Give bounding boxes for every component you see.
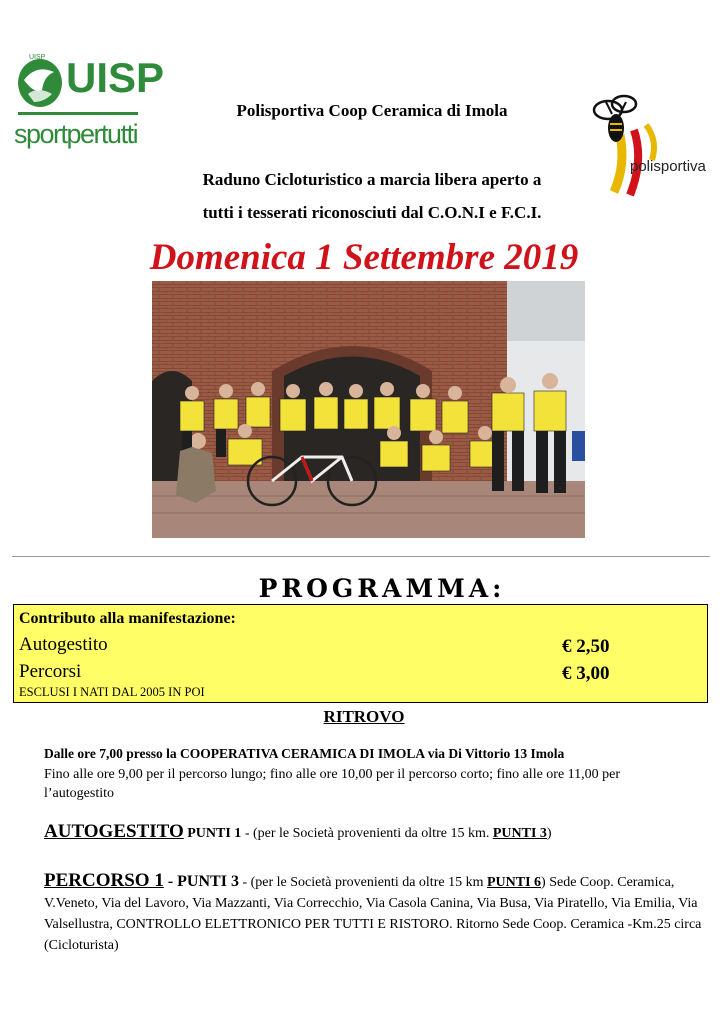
- ritrovo-title: RITROVO: [323, 707, 405, 726]
- org-name: Polisportiva Coop Ceramica di Imola: [236, 101, 508, 120]
- uisp-tagline: sportpertutti: [14, 119, 138, 149]
- polisportiva-wordmark: polisportiva: [630, 158, 706, 175]
- intro-line-2: tutti i tesserati riconosciuti dal C.O.N.I e F.C.I.: [202, 203, 542, 222]
- event-date: Domenica 1 Settembre 2019: [149, 237, 579, 278]
- autogestito-note-points: PUNTI 3: [492, 826, 547, 841]
- percorso1-section: [44, 870, 710, 956]
- autogestito-price: € 2,50: [562, 636, 610, 657]
- cyclists-group-image: [152, 281, 585, 538]
- autogestito-section: [44, 822, 704, 843]
- ritrovo-times: Fino alle ore 9,00 per il percorso lungo; fino alle ore 10,00 per il percorso corto; fino alle ore 11,00 per l’autogestito: [44, 767, 621, 801]
- percorso1-note-points: PUNTI 6: [486, 875, 542, 890]
- programma-title: PROGRAMMA:: [258, 574, 506, 603]
- autogestito-note: - (per le Società provenienti da oltre 15 km.: [241, 826, 493, 841]
- percorso1-note: - (per le Società provenienti da oltre 15 km: [238, 875, 487, 890]
- contribution-box: [13, 604, 708, 703]
- autogestito-heading: AUTOGESTITO: [44, 821, 184, 842]
- percorso1-heading: PERCORSO 1: [44, 870, 164, 891]
- autogestito-points: PUNTI 1: [187, 826, 242, 841]
- svg-text:UISP: UISP: [29, 54, 46, 61]
- autogestito-label: Autogestito: [19, 634, 108, 655]
- percorso1-route: ) Sede Coop. Ceramica, V.Veneto, Via del Lavoro, Via Mazzanti, Via Correcchio, Via Casola Canina, Via Busa, Via Piratello, Via Emilia, Via Valsellustra, CONTROLLO ELETTRONICO PER TUTTI E RISTORO. Ritorno Sede Coop. Ceramica -Km.25 circa (Cicloturista): [44, 875, 702, 953]
- uisp-wordmark: UISP: [66, 54, 165, 101]
- section-divider: [12, 556, 710, 557]
- group-photo: [152, 281, 585, 538]
- percorsi-label: Percorsi: [19, 661, 82, 682]
- percorso1-points: - PUNTI 3: [163, 873, 239, 890]
- ritrovo-location: Dalle ore 7,00 presso la COOPERATIVA CERAMICA DI IMOLA via Di Vittorio 13 Imola: [44, 746, 565, 761]
- autogestito-note-end: ): [546, 826, 552, 841]
- intro-line-1: Raduno Cicloturistico a marcia libera aperto a: [202, 170, 542, 189]
- contribution-title: Contributo alla manifestazione:: [19, 610, 236, 627]
- percorsi-price: € 3,00: [562, 663, 610, 684]
- exclusion-note: ESCLUSI I NATI DAL 2005 IN POI: [19, 685, 205, 699]
